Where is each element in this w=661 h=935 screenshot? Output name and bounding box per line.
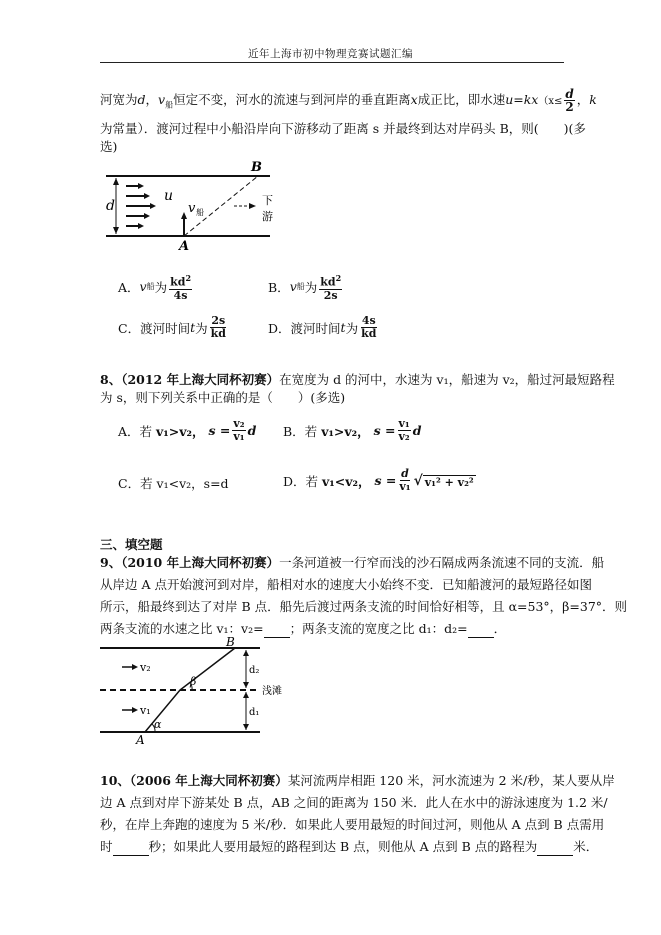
option-var: t <box>340 320 346 335</box>
option-label: C．渡河时间 <box>118 320 191 336</box>
q7-option-c <box>118 315 229 340</box>
q7-a-fraction <box>169 272 192 302</box>
q7-text: 河宽为 <box>100 92 138 107</box>
q10-blank-time[interactable] <box>113 855 149 856</box>
option-condition: v₁>v₂， <box>321 423 370 439</box>
q10-line4 <box>100 838 598 856</box>
option-s: s = <box>208 423 231 438</box>
header-rule <box>100 62 564 63</box>
q9-text: 一条河道被一行窄而浅的沙石隔成两条流速不同的支流．船 <box>279 555 605 570</box>
section-title: 三、填空题 <box>100 537 163 552</box>
option-label: A． <box>118 279 140 295</box>
q8-number: 8、 <box>100 372 122 387</box>
q7-width-arrowhead-down <box>113 227 119 234</box>
q8-d-sqrt: √ v₁² + v₂² <box>413 472 474 489</box>
option-label: D．渡河时间 <box>268 320 341 336</box>
option-condition: v₁<v₂， <box>322 473 371 489</box>
q8-text: 在宽度为 d 的河中，水速为 v₁，船速为 v₂，船过河最短路程 <box>279 372 615 387</box>
frac-num: kd <box>320 275 336 289</box>
q9-text: 两条支流的水速之比 v₁：v₂= <box>100 621 264 636</box>
q7-option-d <box>268 315 379 340</box>
q9-label-d1: d₁ <box>249 707 260 718</box>
q10-text: 时 <box>100 839 113 854</box>
q7-frac-num: d <box>565 87 574 101</box>
q10-line3: 秒，在岸上奔跑的速度为 5 米/秒．如果此人要用最短的时间过河，则他从 A 点到 B 点需用 <box>100 817 605 832</box>
q7-frac-den: 2 <box>565 100 574 114</box>
q9-label-B: B <box>226 635 235 649</box>
q9-line3: 所示，船最终到达了对岸 B 点．船先后渡过两条支流的时间恰好相等，且 α=53°，β=37°．则 <box>100 599 628 614</box>
q8-option-c: C．若 v₁<v₂，s=d <box>118 476 229 491</box>
q10-text: 米． <box>573 839 599 854</box>
q9-label-beta: β <box>190 675 197 688</box>
frac-num: kd <box>170 275 186 289</box>
q10-text: 某河流两岸相距 120 米，河水流速为 2 米/秒，某人要从岸 <box>287 773 615 788</box>
q8-option-a <box>118 418 256 443</box>
q9-flow2-arrow <box>132 664 138 670</box>
q7-boat-arrowhead <box>181 212 187 219</box>
q7-label-B: B <box>251 160 262 175</box>
frac-den: kd <box>210 327 226 340</box>
q8-source: （2012 年上海大同杯初赛） <box>121 372 280 387</box>
frac-den: 4s <box>173 288 188 302</box>
q9-text: ． <box>493 621 507 636</box>
q7-text: ， <box>576 92 590 107</box>
option-text: 为 <box>345 320 359 336</box>
option-var: d <box>247 423 257 438</box>
option-label: B．若 <box>283 423 318 439</box>
option-text: 为 <box>304 279 318 295</box>
frac-sup: 2 <box>185 273 192 283</box>
frac-num: v₂ <box>233 417 245 430</box>
option-sub: 船 <box>146 282 155 292</box>
option-s: s = <box>374 473 397 488</box>
q9-line4 <box>100 620 506 638</box>
q9-flow1-arrow <box>132 707 138 713</box>
q7-downstream-arrowhead <box>249 203 256 209</box>
option-s: s = <box>373 423 396 438</box>
q9-label-alpha: α <box>154 718 162 731</box>
q7-text: 恒定不变，河水的流速与到河岸的垂直距离 <box>173 92 411 107</box>
q8-a-fraction <box>232 418 245 443</box>
q8-b-fraction <box>398 418 411 443</box>
option-label: D．若 <box>283 473 319 489</box>
q8-line1 <box>100 371 615 389</box>
q7-var-x: x <box>410 92 418 107</box>
q9-blank-width-ratio[interactable] <box>468 637 494 638</box>
q9-label-d2: d₂ <box>249 665 260 676</box>
q7-width-arrowhead-up <box>113 178 119 185</box>
q10-blank-distance[interactable] <box>537 855 573 856</box>
q7-line1 <box>100 88 597 115</box>
q7-label-u: u <box>164 188 174 204</box>
q7-label-d: d <box>106 198 115 214</box>
q10-line1 <box>100 772 615 790</box>
option-condition: v₁>v₂， <box>156 423 205 439</box>
option-text: 为 <box>195 320 208 336</box>
frac-num: 4s <box>361 314 376 327</box>
q9-number: 9、 <box>100 555 122 570</box>
q7-label-v-sub: 船 <box>196 208 204 217</box>
q8-option-d <box>283 468 476 493</box>
q7-var-d: d <box>137 92 146 107</box>
q9-label-A: A <box>136 733 145 747</box>
option-label: A．若 <box>118 423 153 439</box>
q9-river-diagram <box>100 635 300 747</box>
q7-var-v: v <box>158 92 166 107</box>
q7-label-stream: 游 <box>262 210 273 223</box>
q7-formula: u=kx <box>505 92 539 107</box>
frac-num: 2s <box>211 314 226 327</box>
frac-num: v₁ <box>398 417 410 430</box>
q7-label-A: A <box>179 239 190 254</box>
option-var: v <box>289 279 297 295</box>
q7-label-v: v <box>188 201 196 216</box>
option-sub: 船 <box>296 282 305 292</box>
option-var: v <box>139 279 147 295</box>
page-header: 近年上海市初中物理竞赛试题汇编 <box>248 48 413 60</box>
q7-text: ， <box>145 92 159 107</box>
q7-condition: （x≤ <box>538 96 563 107</box>
q9-source: （2010 年上海大同杯初赛） <box>121 555 280 570</box>
q9-line2: 从岸边 A 点开始渡河到对岸，船相对水的速度大小始终不变．已知船渡河的最短路径如图 <box>100 577 592 592</box>
frac-den: kd <box>361 327 377 340</box>
q7-var-k: k <box>589 92 597 107</box>
q8-line2: 为 s，则下列关系中正确的是（ ）(多选) <box>100 390 346 405</box>
q7-flow-arrows <box>126 183 156 229</box>
q7-b-fraction <box>319 272 342 302</box>
q7-river-diagram <box>100 160 280 254</box>
q10-number: 10、 <box>100 773 130 788</box>
q7-sub: 船 <box>165 100 174 110</box>
q9-label-v2: v₂ <box>140 661 151 674</box>
sqrt-radicand: v₁² + v₂² <box>424 475 474 489</box>
option-var: d <box>412 423 422 438</box>
option-var: t <box>190 320 196 335</box>
q7-c-fraction <box>210 315 227 340</box>
q9-label-v1: v₁ <box>140 704 151 717</box>
option-label: B． <box>268 279 290 295</box>
q7-label-down: 下 <box>262 194 273 207</box>
frac-den: v₂ <box>398 430 410 443</box>
q10-source: （2006 年上海大同杯初赛） <box>129 773 288 788</box>
q9-text: ；两条支流的宽度之比 d₁：d₂= <box>289 621 468 636</box>
q8-d-fraction <box>398 468 411 493</box>
option-text: 为 <box>154 279 168 295</box>
frac-den: v₁ <box>233 430 245 443</box>
q10-text: 秒；如果此人要用最短的路程到达 B 点，则他从 A 点到 B 点的路程为 <box>148 839 538 854</box>
frac-den: 2s <box>323 288 338 302</box>
q7-option-b <box>268 272 344 302</box>
q9-line1 <box>100 554 604 572</box>
q7-text: 成正比，即水速 <box>417 92 506 107</box>
frac-sup: 2 <box>335 273 342 283</box>
frac-num: d <box>401 467 409 480</box>
q8-option-b <box>283 418 421 443</box>
q7-fraction <box>564 88 574 113</box>
q7-option-a <box>118 272 194 302</box>
q7-line3: 选) <box>100 139 118 154</box>
frac-den: v₁ <box>399 480 411 493</box>
q10-line2: 边 A 点到对岸下游某处 B 点，AB 之间的距离为 150 米．此人在水中的游泳速度为 1.2 米/ <box>100 795 608 810</box>
q7-d-fraction <box>360 315 377 340</box>
q9-blank-velocity-ratio[interactable] <box>264 637 290 638</box>
q7-line2: 为常量）．渡河过程中小船沿岸向下游移动了距离 s 并最终到达对岸码头 B，则( )(多 <box>100 121 586 136</box>
q9-label-shoal: 浅滩 <box>262 686 282 697</box>
